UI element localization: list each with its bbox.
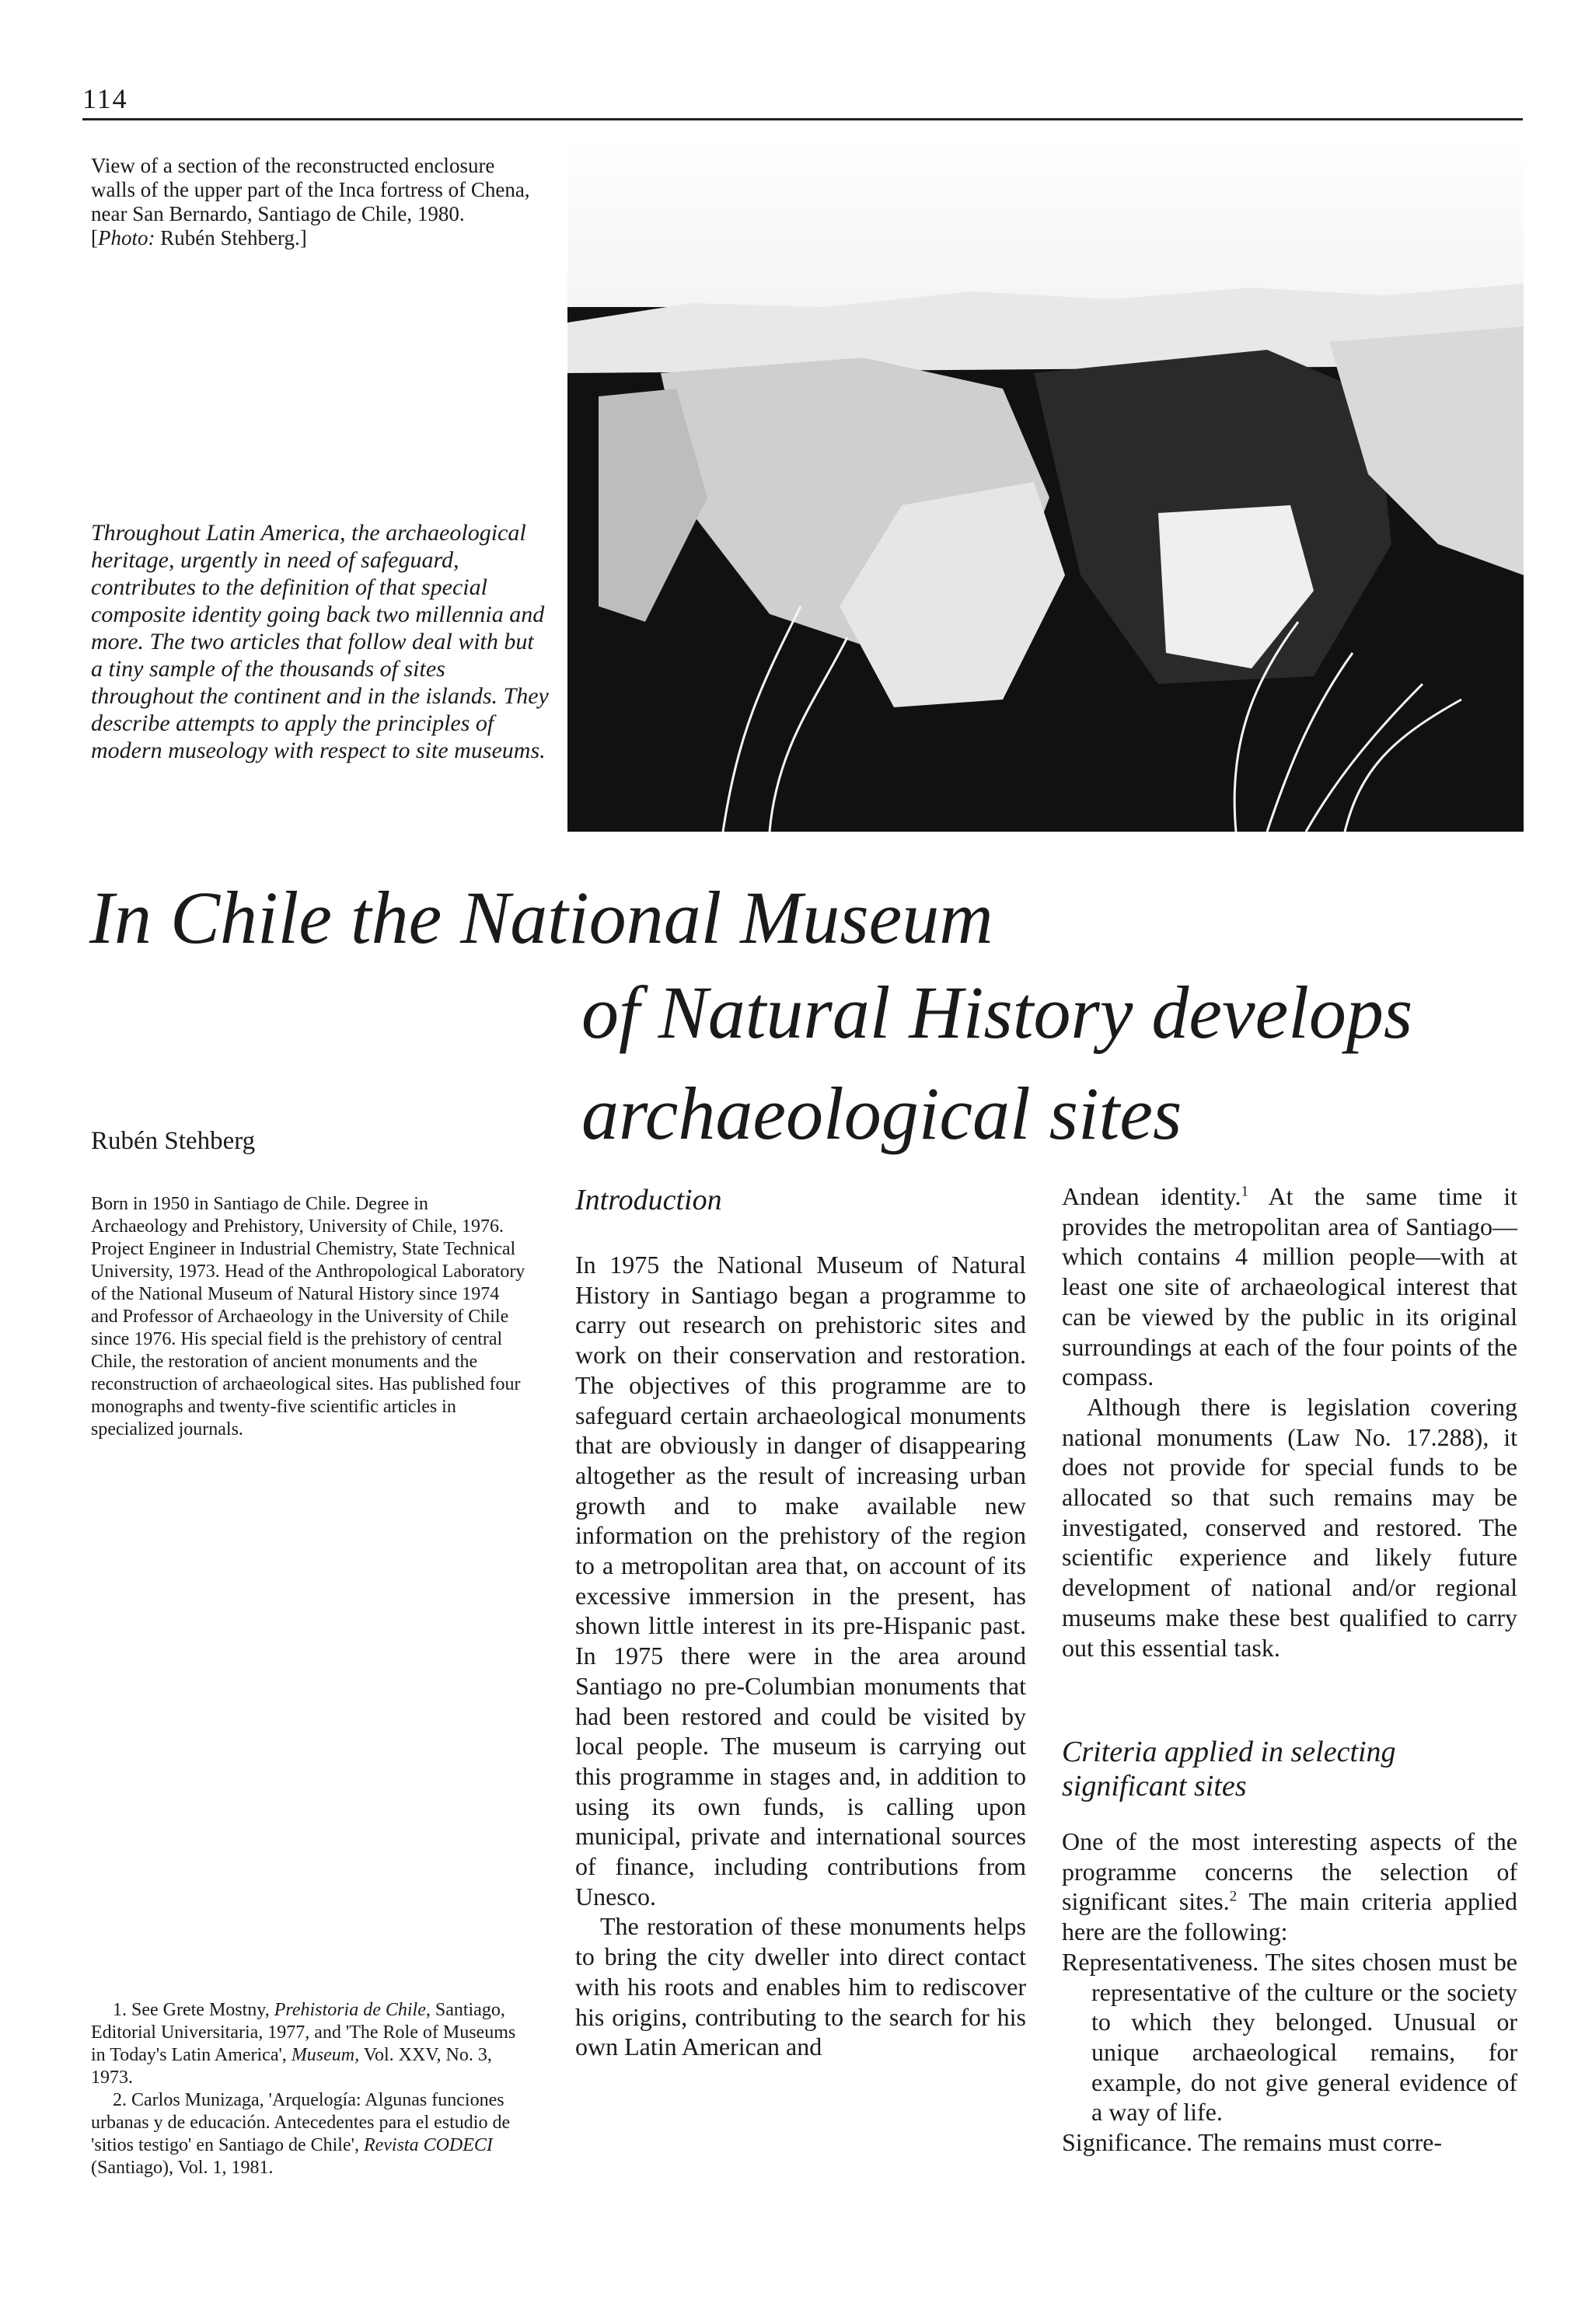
photo-caption [91,154,542,250]
footnote-2-text: 2. Carlos Munizaga, 'Arquelogía: Algunas funciones urbanas y de educación. Antecedentes para el estudio de 'sitios testigo' en Santiago de Chile', [91,2090,511,2155]
header-rule [82,118,1523,120]
title-line-1: In Chile the National Museum [89,876,993,959]
criteria-item-significance: Significance. The remains must corre- [1062,2128,1443,2157]
author-bio: Born in 1950 in Santiago de Chile. Degree in Archaeology and Prehistory, University of Chile, 1976. Project Engineer in Industrial Chemistry, State Technical University, 1973. Head of the Anthropological Laboratory of the National Museum of Natural History since 1974 and Professor of Archaeology in the University of Chile since 1976. His special field is the prehistory of central Chile, the restoration of ancient monuments and the reconstruction of archaeological sites. Has published four monographs and twenty-five scientific articles in specialized journals. [91,1194,525,1439]
criteria-heading: Criteria applied in selecting significant sites [1062,1736,1396,1802]
criteria-column [1062,1827,1517,2158]
page-number: 114 [82,83,128,114]
caption-credit: [Photo: Rubén Stehberg.] [91,226,307,249]
criteria-paragraph-end: The main criteria applied here are the following: [1062,1887,1518,1946]
footnote-ref-1: 1 [1241,1183,1249,1200]
title-line-3: archaeological sites [581,1072,1182,1155]
right-paragraph-2: Although there is legislation covering national monuments (Law No. 17.288), it does not provide for special funds to be allocated so that such remains may be investigated, conserved and restored. The scientific experience and likely future development of national and/or regional museums make these best qualified to carry out this essential task. [1062,1392,1517,1662]
author-name: Rubén Stehberg [91,1127,256,1155]
footnote-1-text: 1. See Grete Mostny, [113,2000,274,2020]
right-paragraph-1-start: Andean identity. [1062,1182,1241,1210]
photograph [567,140,1524,832]
criteria-paragraph [1062,1827,1517,1947]
footnotes [91,1999,534,2179]
footnote-ref-2: 2 [1229,1888,1238,1905]
caption-credit-name: Rubén Stehberg. [160,226,300,249]
caption-credit-label: Photo: [98,226,155,249]
intro-paragraph-1: In 1975 the National Museum of Natural History in Santiago began a programme to carry out research on prehistoric sites and work on their conservation and restoration. The objectives of this programme are to safeguard certain archaeological monuments that are obviously in danger of disappearing altogether as the result of increasing urban growth and to make available new information on the prehistory of the region to a metropolitan area that, on account of its excessive immersion in the present, has shown little interest in its pre-Hispanic past. In 1975 there were in the area around Santiago no pre-Columbian monuments that had been restored and could be visited by local people. The museum is carrying out this programme in stages and, in addition to using its own funds, is calling upon municipal, private and international sources of finance, including contributions from Unesco. [575,1251,1026,1910]
introduction-heading: Introduction [575,1184,722,1216]
footnote-1-mid: Santiago, Editorial Universitaria, 1977, and 'The Role of Museums in Today's Latin America', [91,2000,516,2065]
footnote-1 [91,1999,534,2089]
criteria-paragraph-start: One of the most interesting aspects of the programme concerns the selection of significant sites. [1062,1827,1517,1916]
footnote-2-end: (Santiago), Vol. 1, 1981. [91,2158,274,2178]
footnote-1-em-title: Prehistoria de Chile, [274,2000,431,2020]
title-line-2: of Natural History develops [581,971,1413,1054]
intro-blurb: Throughout Latin America, the archaeological heritage, urgently in need of safeguard, contributes to the definition of that special composite identity going back two millennia and more. The two articles that follow deal with but a tiny sample of the thousands of sites throughout the continent and in the islands. They describe attempts to apply the principles of modern museology with respect to site museums. [91,520,549,763]
footnote-2 [91,2089,534,2179]
right-paragraph-1 [1062,1181,1517,1392]
footnote-2-em-journal: Revista CODECI [363,2135,493,2155]
body-column-right [1062,1181,1517,1663]
intro-paragraph-2: The restoration of these monuments helps to bring the city dweller into direct contact with his roots and enables him to rediscover his origins, contributing to the search for his own Latin American and [575,1912,1026,2061]
body-column-middle [575,1250,1026,2062]
criteria-item-representativeness: Representativeness. The sites chosen must be representative of the culture or the society to which they belonged. Unusual or unique archaeological remains, for example, do not give general evidence of a way of life. [1062,1947,1517,2127]
footnote-1-end: Vol. XXV, No. 3, 1973. [91,2045,492,2088]
footnote-1-em-journal: Museum, [291,2045,360,2065]
right-paragraph-1-end: At the same time it provides the metropolitan area of Santiago—which contains 4 million people—with at least one site of archaeological interest that can be viewed by the public in its original surroundings at each of the four points of the compass. [1062,1182,1518,1391]
caption-text: View of a section of the reconstructed enclosure walls of the upper part of the Inca fortress of Chena, near San Bernardo, Santiago de Chile, 1980. [91,154,530,225]
